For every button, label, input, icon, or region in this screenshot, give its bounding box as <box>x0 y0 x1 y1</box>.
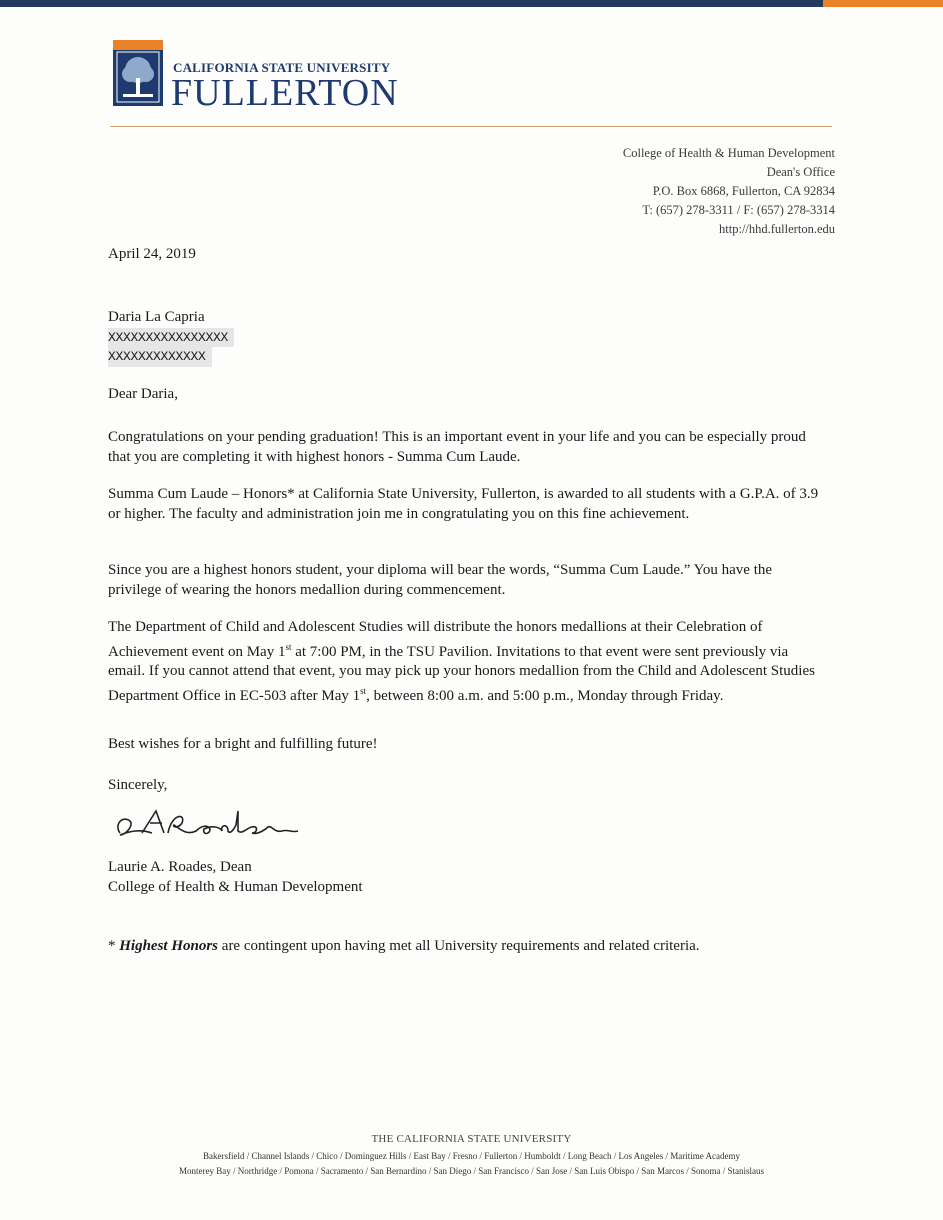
logo-text-line1: CALIFORNIA STATE UNIVERSITY <box>173 60 391 75</box>
paragraph-4-part2: at 7:00 PM, in the TSU Pavilion. Invitations to that event were sent previously via email. If you cannot attend that event, you may pick up your honors medallion from the Child and Adolescent Studies Department Office in EC-503 after May 1 <box>108 643 815 704</box>
footer-title: THE CALIFORNIA STATE UNIVERSITY <box>371 1133 572 1145</box>
salutation: Dear Daria, <box>108 386 178 402</box>
footer-campuses-line1: Bakersfield / Channel Islands / Chico / Dominguez Hills / East Bay / Fresno / Fullerton / Humboldt / Long Beach / Los Angeles / Maritime Academy <box>203 1151 740 1161</box>
handwritten-signature <box>112 803 302 843</box>
top-border-accent <box>823 0 943 7</box>
sender-college: College of Health & Human Development <box>622 146 835 160</box>
footnote-star: * <box>108 938 120 954</box>
sender-address-block <box>623 144 835 239</box>
redacted-address-line1: XXXXXXXXXXXXXXXX <box>108 328 234 348</box>
closing: Sincerely, <box>108 777 168 793</box>
paragraph-4-sup1: st <box>285 641 292 652</box>
top-border-bar <box>0 0 943 7</box>
signer-name: Laurie A. Roades, Dean <box>108 859 252 875</box>
sender-phone-fax: T: (657) 278-3311 / F: (657) 278-3314 <box>642 203 835 217</box>
letter-date: April 24, 2019 <box>108 246 196 262</box>
signer-block <box>108 858 828 897</box>
footnote-emphasis: Highest Honors <box>119 938 219 954</box>
redacted-address-line2: XXXXXXXXXXXXX <box>108 347 212 367</box>
paragraph-2: Summa Cum Laude – Honors* at California State University, Fullerton, is awarded to all students with a G.P.A. of 3.9 or higher. The faculty and administration join me in congratulating you on this fine achievement. <box>108 486 819 522</box>
paragraph-4-part3: , between 8:00 a.m. and 5:00 p.m., Monday through Friday. <box>366 687 724 704</box>
sender-office: Dean's Office <box>766 165 835 179</box>
header-divider <box>110 126 832 127</box>
sender-address: P.O. Box 6868, Fullerton, CA 92834 <box>652 184 835 198</box>
logo-text-line2: FULLERTON <box>171 72 399 114</box>
paragraph-3: Since you are a highest honors student, your diploma will bear the words, “Summa Cum Laude.” You have the privilege of wearing the honors medallion during commencement. <box>108 562 773 598</box>
paragraph-5: Best wishes for a bright and fulfilling future! <box>108 736 378 752</box>
paragraph-1: Congratulations on your pending graduation! This is an important event in your life and you can be especially proud that you are completing it with highest honors - Summa Cum Laude. <box>108 429 806 465</box>
paragraph-4-part1: The Department of Child and Adolescent Studies will distribute the honors medallions at their Celebration of Achievement event on May 1 <box>108 619 763 660</box>
sender-website: http://hhd.fullerton.edu <box>719 222 835 236</box>
footer-campuses-line2: Monterey Bay / Northridge / Pomona / Sacramento / San Bernardino / San Diego / San Francisco / San Jose / San Luis Obispo / San Marcos / Sonoma / Stanislaus <box>179 1166 764 1176</box>
signer-college: College of Health & Human Development <box>108 878 363 895</box>
paragraph-4 <box>108 618 828 706</box>
footnote-text: are contingent upon having met all University requirements and related criteria. <box>218 938 700 954</box>
recipient-name: Daria La Capria <box>108 309 205 325</box>
tree-seal-icon <box>113 40 163 106</box>
paragraph-4-sup2: st <box>360 685 367 696</box>
recipient-block <box>108 308 828 367</box>
footnote <box>108 938 700 955</box>
